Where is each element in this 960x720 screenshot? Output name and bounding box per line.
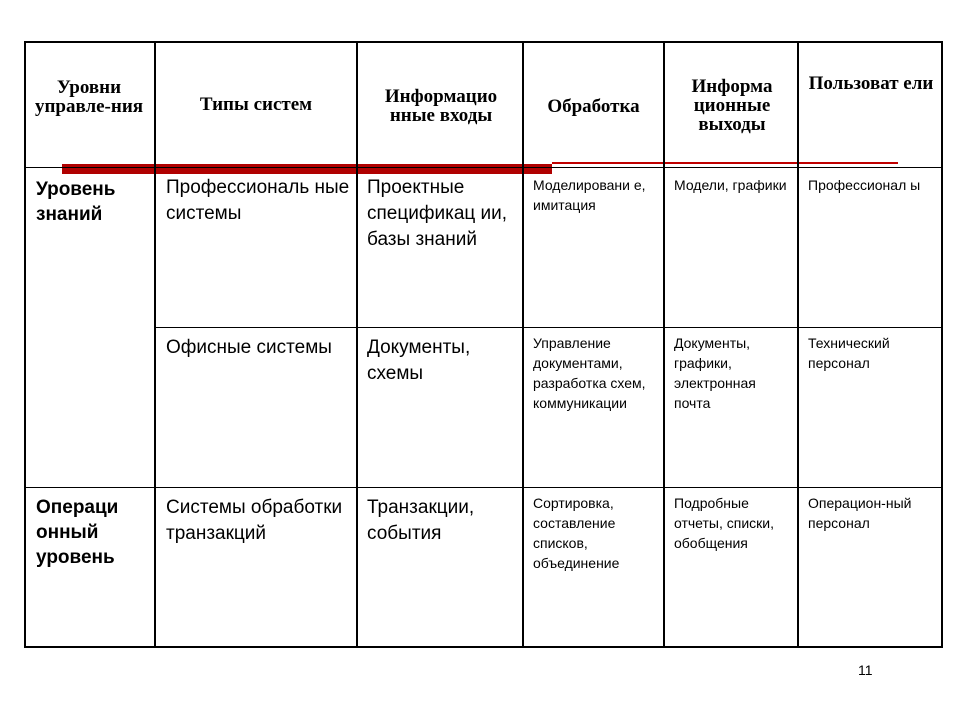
table-cell-outputs: Документы, графики, электронная почта	[674, 335, 756, 411]
col-divider	[356, 41, 358, 648]
table-cell-users: Профессионал ы	[808, 177, 921, 193]
table-cell-outputs: Модели, графики	[674, 177, 787, 193]
level-operational: Операци онный уровень	[36, 497, 119, 568]
table-cell-type: Системы обработки транзакций	[166, 497, 343, 544]
table-border-left	[24, 41, 26, 648]
level-knowledge: Уровень знаний	[36, 179, 116, 225]
col-divider	[522, 41, 524, 648]
table-border-bottom	[24, 646, 943, 648]
table-border-right	[941, 41, 943, 648]
table-border-top	[24, 41, 943, 43]
table-cell-processing: Моделировани е, имитация	[533, 177, 646, 213]
table-cell-inputs: Транзакции, события	[367, 497, 475, 544]
table-cell-processing: Сортировка, составление списков, объединение	[533, 495, 620, 571]
table-cell-users: Операцион-ный персонал	[808, 495, 912, 531]
red-accent-bar	[62, 164, 552, 174]
slide-number: 11	[858, 662, 873, 678]
red-accent-line	[552, 162, 898, 164]
table-cell-type: Профессиональ ные системы	[166, 177, 350, 224]
header-info-inputs: Информацио нные входы	[384, 86, 498, 126]
col-divider	[154, 41, 156, 648]
header-system-types: Типы систем	[199, 94, 313, 115]
table-cell-outputs: Подробные отчеты, списки, обобщения	[674, 495, 774, 551]
header-levels: Уровни управле-ния	[34, 77, 144, 117]
row-divider	[24, 167, 943, 168]
row-divider	[154, 327, 943, 328]
table-cell-inputs: Документы, схемы	[367, 337, 471, 384]
table-cell-processing: Управление документами, разработка схем, коммуникации	[533, 335, 646, 411]
row-divider	[24, 487, 943, 488]
table-cell-type: Офисные системы	[166, 337, 332, 358]
table-cell-inputs: Проектные спецификац ии, базы знаний	[367, 177, 508, 250]
col-divider	[663, 41, 665, 648]
table-cell-users: Технический персонал	[808, 335, 890, 371]
header-users: Пользоват ели	[808, 73, 934, 94]
col-divider	[797, 41, 799, 648]
header-processing: Обработка	[547, 96, 640, 117]
header-info-outputs: Информа ционные выходы	[691, 76, 773, 135]
